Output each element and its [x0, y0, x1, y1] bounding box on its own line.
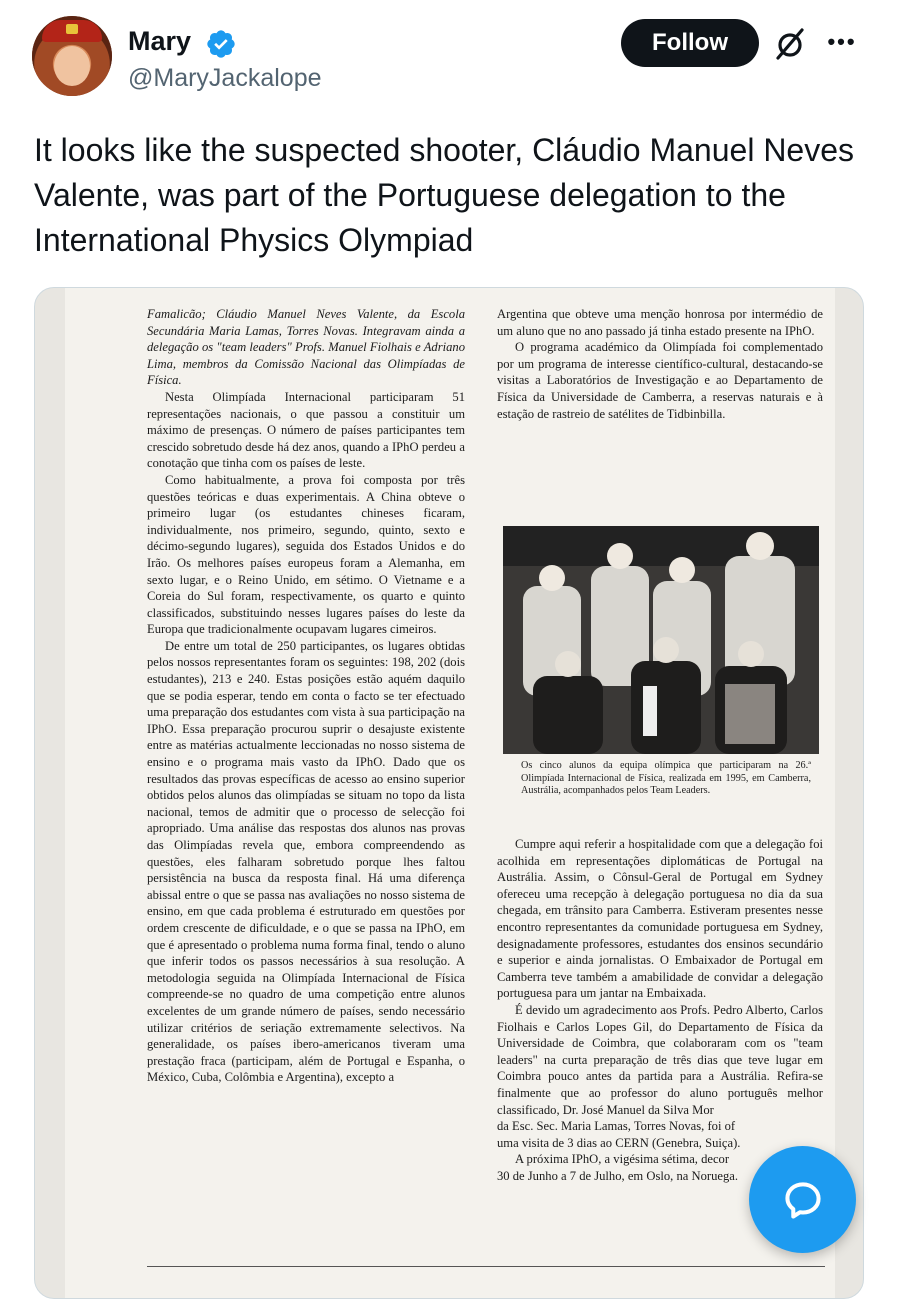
article-paragraph: A próxima IPhO, a vigésima sétima, decor [515, 1152, 730, 1167]
follow-button[interactable]: Follow [621, 19, 759, 67]
article-paragraph: É devido um agradecimento aos Profs. Pedro Alberto, Carlos Fiolhais e Carlos Lopes Gil, do Departamento de Física da Universidade de Coimbra, que colaboraram com os "team leaders" na curta preparação de três dias que teve lugar em Coimbra pouco antes da partida para a Austrália. Refira-se finalmente que ao professor do aluno português melhor classificado, Dr. José Manuel da Silva Mor [497, 1002, 823, 1117]
author-name[interactable]: Mary [128, 26, 192, 56]
tweet-header [0, 0, 897, 118]
scanned-article [65, 288, 835, 1298]
article-paragraph: Argentina que obteve uma menção honrosa por intermédio de um aluno que no ano passado já tinha estado presente na IPhO. [497, 307, 823, 338]
verified-badge-icon [205, 28, 237, 60]
team-photo-illustration [503, 526, 819, 754]
article-paragraph: De entre um total de 250 participantes, os lugares obtidas pelos nossos representantes foram os seguintes: 198, 202 (dois estudantes), 213 e 240. Estas posições estão aquém daquilo que se podia esperar, tendo em conta o facto se ter efectuado uma preparação dos estudantes com vista à sua participação na IPhO. Essa preparação procurou suprir o desajuste existente entre as matérias actualmente leccionadas no nosso sistema de ensino e o programa mais vasto da IPhO. Dado que os resultados das provas específicas de acesso ao ensino superior obtidos pelos alunos das olimpíadas se situam no topo da lista nacional, temos de admitir que o processo de selecção foi apropriado. Uma análise das respostas dos alunos nas provas das Olimpíadas revela que, embora compreendendo as questões, eles falharam sobretudo porque lhes faltou persistência na busca da resposta final. Há uma diferença abissal entre o que se passa nas avaliações no nosso sistema de ensino, em que cada problema é estruturado em questões por ordem crescente de dificuldade, e o que se passa na IPhO, em que é apresentado o problema numa forma final, tendo o aluno que inferir todos os passos necessários à sua resolução. A metodologia seguida na Olimpíada Internacional de Física compreende-se no quadro de uma competição entre alunos excelentes de um grande número de países, sendo necessário utilizar critérios de seriação extremamente selectivos. Na generalidade, os países ibero-americanos tiveram uma prestação fraca (participam, além de Portugal e Espanha, o México, Cuba, Colômbia e Argentina), excepto a [147, 638, 465, 1085]
article-left-column [147, 306, 465, 1086]
grok-icon[interactable] [772, 26, 808, 62]
article-paragraph: Cumpre aqui referir a hospitalidade com que a delegação foi acolhida em representações diplomáticas de Portugal na Austrália. Assim, o Cônsul-Geral de Portugal em Sydney ofereceu uma recepção à delegação portuguesa no dia da sua chegada, em trânsito para Camberra. Estiveram presentes nesse encontro representantes da comunidade portuguesa em Sydney, designadamente professores, estudantes dos ensinos secundário e superior e ainda jornalistas. O Embaixador de Portugal em Camberra teve também a amabilidade de convidar a delegação portuguesa para um jantar na Embaixada. [497, 837, 823, 1001]
compose-message-button[interactable] [749, 1146, 856, 1253]
avatar[interactable] [32, 16, 112, 96]
article-paragraph: uma visita de 3 dias ao CERN (Genebra, Suiça). [497, 1135, 741, 1150]
tweet-media-image[interactable] [34, 287, 864, 1299]
article-paragraph: 30 de Junho a 7 de Julho, em Oslo, na Noruega. [497, 1168, 738, 1183]
page-divider [147, 1266, 825, 1267]
author-handle[interactable]: @MaryJackalope [128, 64, 322, 92]
article-paragraph: O programa académico da Olimpíada foi complementado por um programa de interesse científico-cultural, destacando-se visitas a Laboratórios de Investigação e ao Departamento de Física da Universidade de Camberra, a reservas naturais e à estação de rastreio de satélites de Tidbinbilla. [497, 340, 823, 421]
article-paragraph: Famalicão; Cláudio Manuel Neves Valente, da Escola Secundária Maria Lamas, Torres Novas. Integravam ainda a delegação os "team leaders" Profs. Manuel Fiolhais e Adriano Lima, membros da Comissão Nacional das Olimpíadas de Física. [147, 307, 465, 388]
article-right-column-bottom [497, 836, 823, 1184]
team-photo [503, 526, 819, 754]
article-paragraph: Nesta Olimpíada Internacional participaram 51 representações nacionais, o que passou a constituir um máximo de presenças. O número de países participantes tem crescido sobretudo desde há dez anos, quando a IPhO perdeu a conotação que tinha com os países de leste. [147, 389, 465, 471]
article-right-column-top [497, 306, 823, 422]
compose-message-icon [781, 1178, 825, 1222]
article-paragraph: Como habitualmente, a prova foi composta por três questões teóricas e duas experimentais. A China obteve o primeiro lugar (os estudantes chineses ficaram, individualmente, nos primeiro, segundo, quinto, sexto e décimo-segundo lugares), seguida dos Estados Unidos e do Irão. Os melhores países europeus foram a Alemanha, em sexto lugar, e o Reino Unido, em sétimo. O Vietname e a Coreia do Sul foram, respectivamente, os quarto e quinto classificados, substituindo nesses lugares países do leste da Europa que tradicionalmente ocupavam lugares cimeiros. [147, 472, 465, 637]
more-icon[interactable]: ••• [827, 29, 857, 54]
article-paragraph: da Esc. Sec. Maria Lamas, Torres Novas, foi of [497, 1119, 736, 1134]
photo-caption: Os cinco alunos da equipa olímpica que participaram na 26.ª Olimpíada Internacional de Física, realizada em 1995, em Camberra, Austrália, acompanhados pelos Team Leaders. [521, 760, 811, 797]
tweet-text: It looks like the suspected shooter, Cláudio Manuel Neves Valente, was part of the Portuguese delegation to the International Physics Olympiad [34, 132, 855, 258]
